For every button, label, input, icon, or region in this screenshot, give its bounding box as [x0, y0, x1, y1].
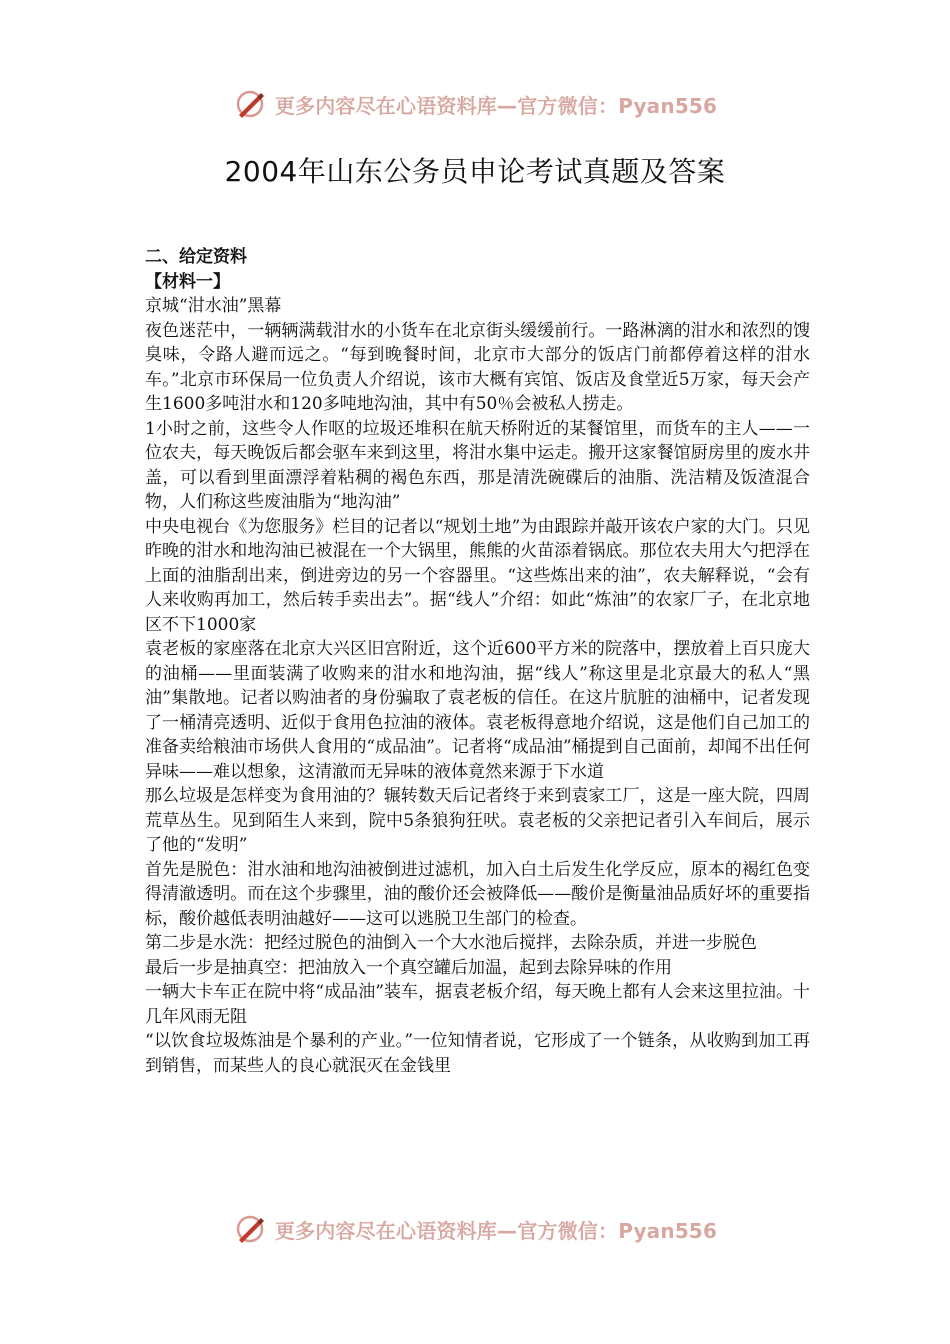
- paragraph: 中央电视台《为您服务》栏目的记者以“规划土地”为由跟踪并敲开该农户家的大门。只见昨晚的泔水和地沟油已被混在一个大锅里，熊熊的火苗添着锅底。那位农夫用大勺把浮在上面的油脂刮出来，倒进旁边的另一个容器里。“这些炼出来的油”，农夫解释说，“会有人来收购再加工，然后转手卖出去”。据“线人”介绍：如此“炼油”的农家厂子，在北京地区不下1000家: [145, 516, 810, 635]
- paragraph: 最后一步是抽真空：把油放入一个真空罐后加温，起到去除异味的作用: [145, 957, 672, 978]
- section-heading: 二、给定资料: [145, 247, 247, 267]
- pen-logo-icon: [233, 87, 267, 121]
- paragraph: 1小时之前，这些令人作呕的垃圾还堆积在航天桥附近的某餐馆里，而货车的主人——一位农夫，每天晚饭后都会驱车来到这里，将泔水集中运走。搬开这家餐馆厨房里的废水井盖，可以看到里面漂浮着粘稠的褐色东西，那是清洗碗碟后的油脂、洗洁精及饭渣混合物，人们称这些废油脂为“地沟油”: [145, 418, 810, 512]
- document-title: 2004年山东公务员申论考试真题及答案: [224, 155, 726, 188]
- document-body: [145, 245, 810, 1078]
- paragraph: 首先是脱色：泔水油和地沟油被倒进过滤机，加入白土后发生化学反应，原本的褐红色变得清澈透明。而在这个步骤里，油的酸价还会被降低——酸价是衡量油品质好坏的重要指标，酸价越低表明油越好——这可以逃脱卫生部门的检查。: [145, 859, 810, 929]
- paragraph: 那么垃圾是怎样变为食用油的？辗转数天后记者终于来到袁家工厂，这是一座大院，四周荒草丛生。见到陌生人来到，院中5条狼狗狂吠。袁老板的父亲把记者引入车间后，展示了他的“发明”: [145, 786, 810, 855]
- paragraph-material-title: 京城“泔水油”黑幕: [145, 296, 282, 316]
- header-banner: [0, 86, 950, 122]
- footer-banner-text: 更多内容尽在心语资料库—官方微信：Pyan556: [274, 1218, 718, 1243]
- material-heading: 【材料一】: [145, 271, 230, 292]
- paragraph: 袁老板的家座落在北京大兴区旧宫附近，这个近600平方米的院落中，摆放着上百只庞大的油桶——里面装满了收购来的泔水和地沟油，据“线人”称这里是北京最大的私人“黑油”集散地。记者以购油者的身份骗取了袁老板的信任。在这片肮脏的油桶中，记者发现了一桶清亮透明、近似于食用色拉油的液体。袁老板得意地介绍说，这是他们自己加工的准备卖给粮油市场供人食用的“成品油”。记者将“成品油”桶提到自己面前，却闻不出任何异味——难以想象，这清澈而无异味的液体竟然来源于下水道: [145, 639, 810, 782]
- paragraph: 一辆大卡车正在院中将“成品油”装车，据袁老板介绍，每天晚上都有人会来这里拉油。十几年风雨无阻: [145, 982, 810, 1027]
- paragraph: 夜色迷茫中，一辆辆满载泔水的小货车在北京街头缓缓前行。一路淋漓的泔水和浓烈的馊臭味，令路人避而远之。“每到晚餐时间，北京市大部分的饭店门前都停着这样的泔水车。”北京市环保局一位负责人介绍说，该市大概有宾馆、饭店及食堂近5万家，每天会产生1600多吨泔水和120多吨地沟油，其中有50％会被私人捞走。: [145, 320, 810, 414]
- pen-logo-icon: [233, 1212, 267, 1246]
- paragraph: 第二步是水洗：把经过脱色的油倒入一个大水池后搅拌，去除杂质，并进一步脱色: [145, 933, 757, 953]
- header-banner-text: 更多内容尽在心语资料库—官方微信：Pyan556: [274, 93, 718, 118]
- footer-banner: [0, 1211, 950, 1247]
- paragraph: “以饮食垃圾炼油是个暴利的产业。”一位知情者说，它形成了一个链条，从收购到加工再到销售，而某些人的良心就泯灭在金钱里: [145, 1031, 810, 1076]
